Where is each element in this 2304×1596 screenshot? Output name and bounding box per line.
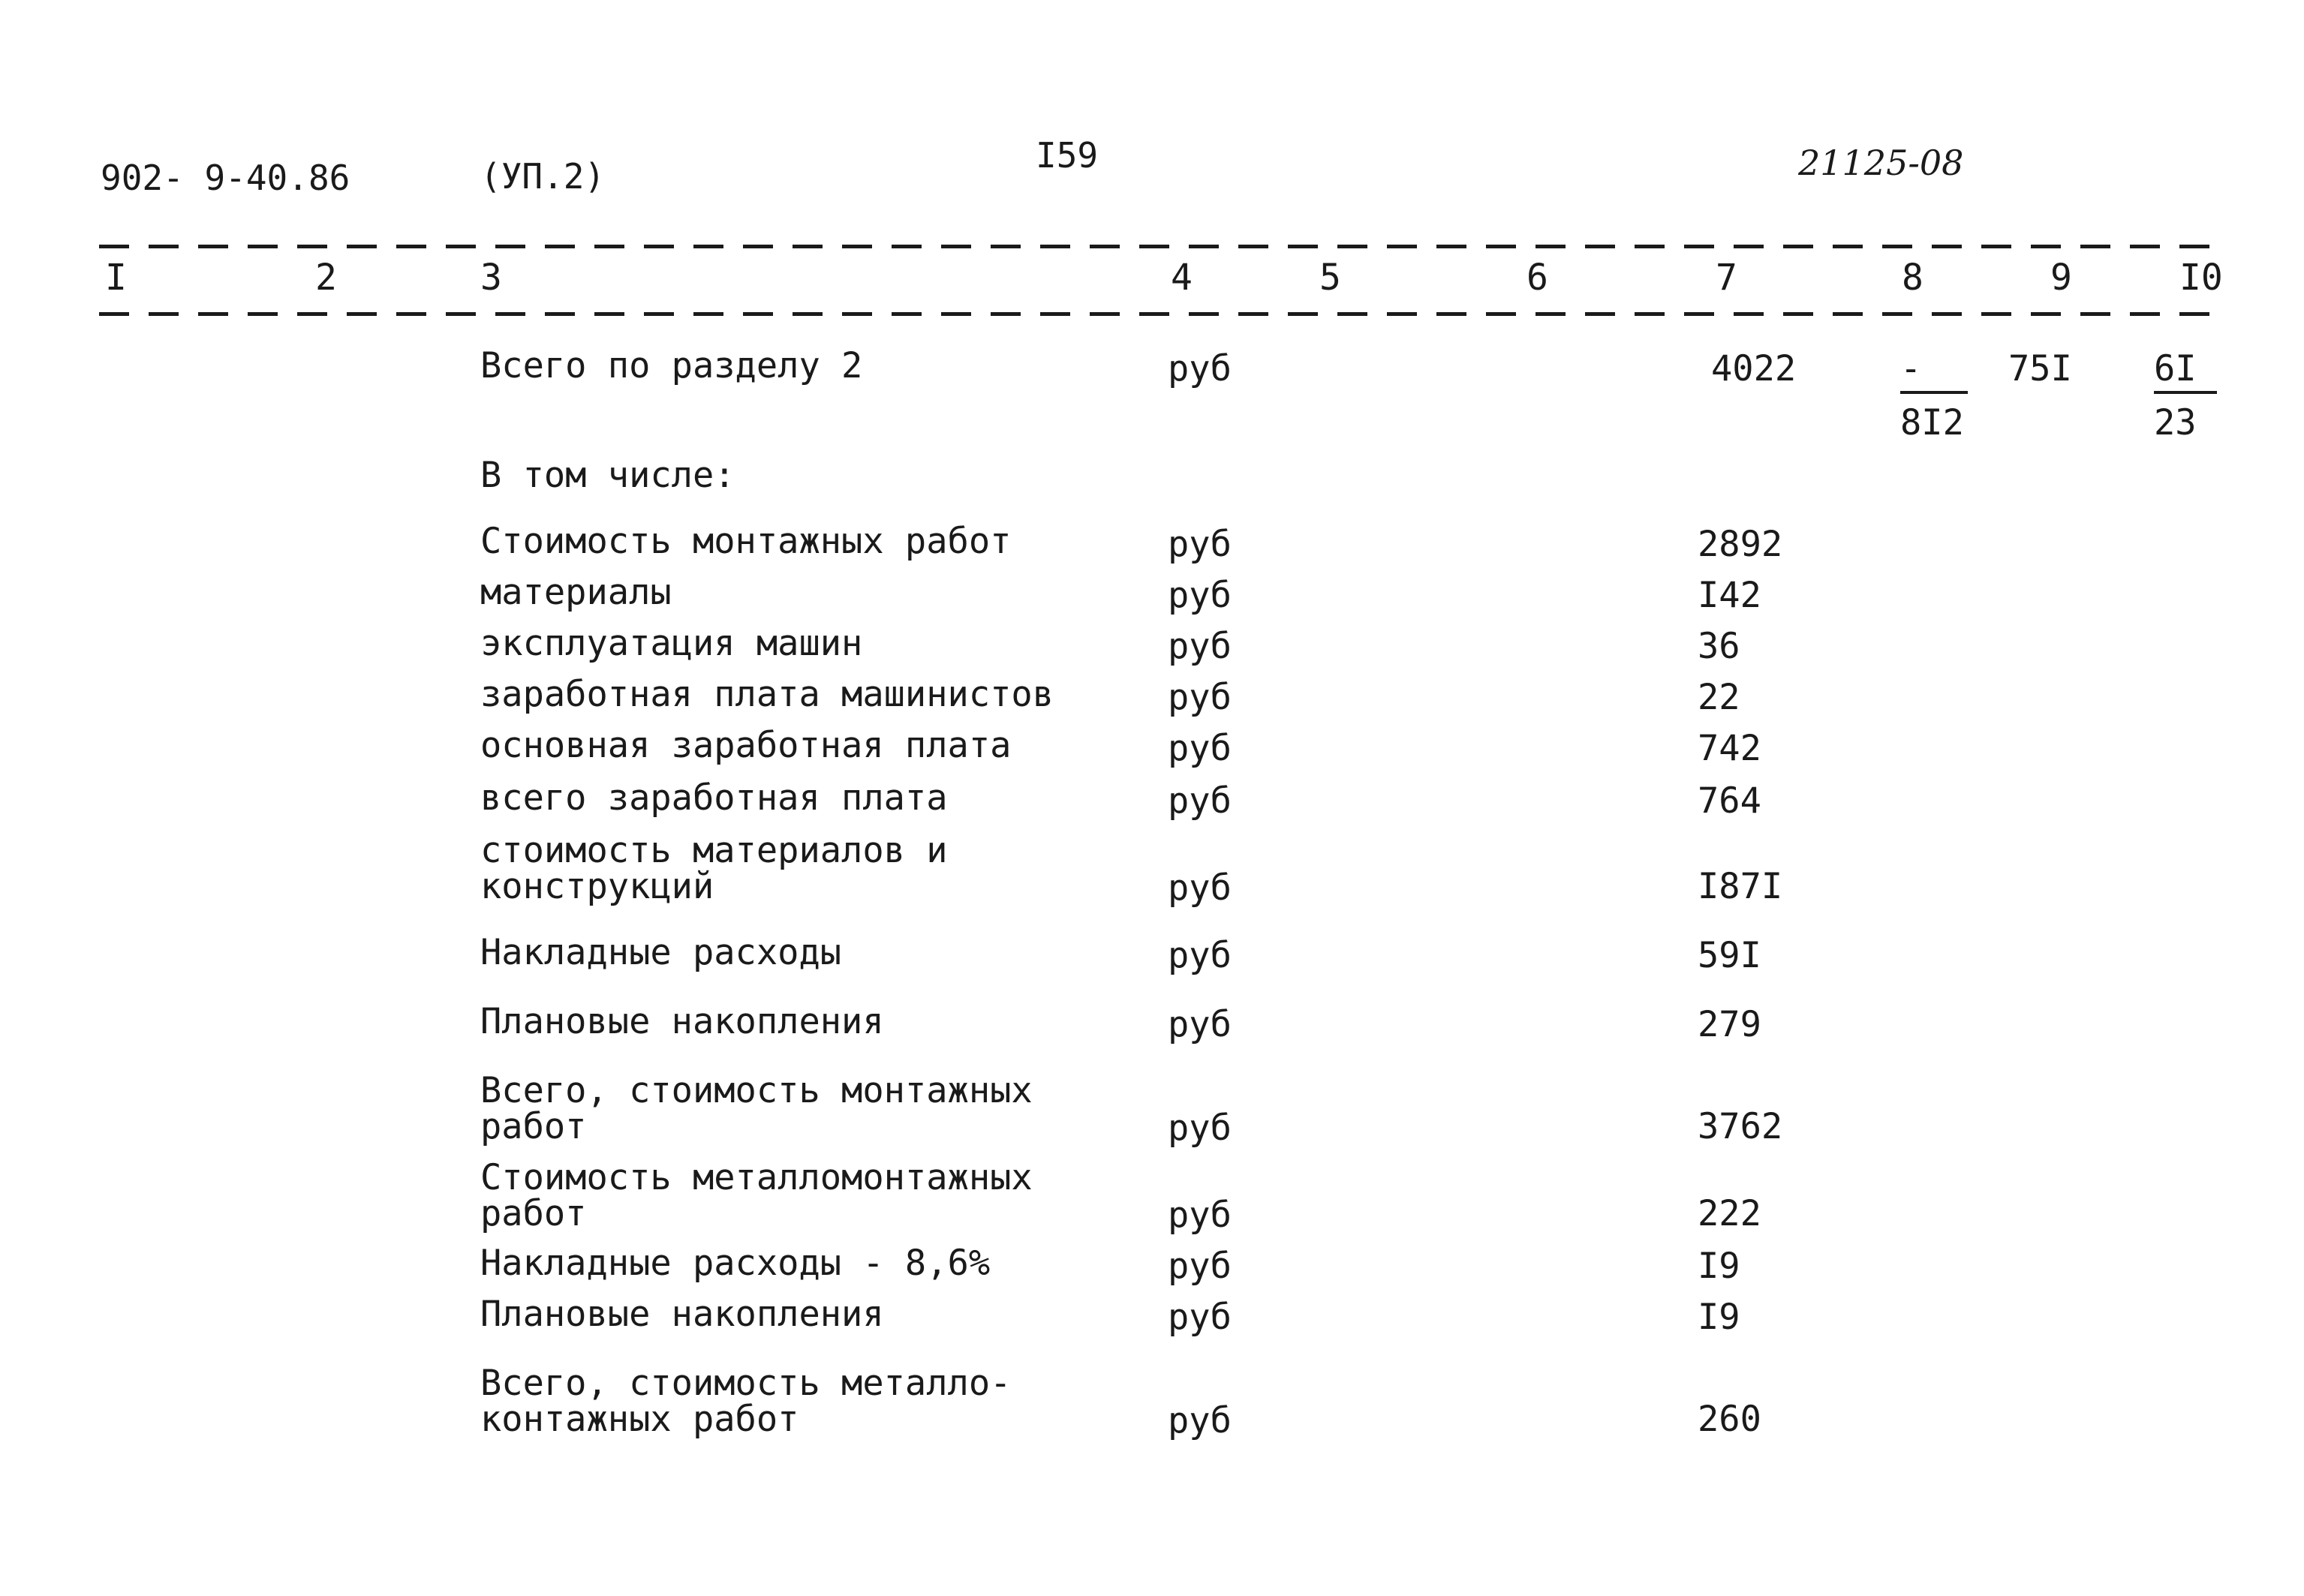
row-label: материалы	[480, 572, 672, 613]
column-number-7: 7	[1716, 257, 1737, 299]
column-number-9: 9	[2050, 257, 2072, 299]
page-number: I59	[1036, 135, 1099, 176]
row-label: всего заработная плата	[480, 777, 948, 819]
row-value: I42	[1698, 575, 1761, 616]
row-value: 22	[1698, 677, 1740, 718]
header-rule-bottom	[99, 312, 2224, 316]
section-total-unit: руб	[1168, 348, 1232, 389]
row-unit: руб	[1168, 728, 1232, 769]
row-label: заработная плата машинистов	[480, 674, 1054, 715]
row-label: Плановые накопления	[480, 1001, 884, 1042]
row-unit: руб	[1168, 626, 1232, 667]
row-value: 222	[1698, 1193, 1761, 1234]
row-value: 742	[1698, 728, 1761, 769]
row-label: эксплуатация машин	[480, 623, 863, 664]
row-unit: руб	[1168, 1108, 1232, 1149]
row-label: Всего, стоимость металло- контажных работ	[480, 1363, 1012, 1440]
archive-stamp: 21125-08	[1798, 143, 1964, 183]
row-unit: руб	[1168, 867, 1232, 909]
row-value: 3762	[1698, 1106, 1783, 1147]
column-number-3: 3	[480, 257, 502, 299]
section-total-col7: 4022	[1711, 348, 1797, 389]
row-unit: руб	[1168, 575, 1232, 616]
row-unit: руб	[1168, 1297, 1232, 1338]
row-label: основная заработная плата	[480, 725, 1012, 766]
column-number-8: 8	[1902, 257, 1924, 299]
row-value: 260	[1698, 1399, 1761, 1440]
section-total-col10-denominator: 23	[2154, 402, 2197, 443]
column-number-6: 6	[1526, 257, 1548, 299]
section-label: (УП.2)	[480, 156, 606, 197]
row-unit: руб	[1168, 524, 1232, 565]
including-label: В том числе:	[480, 455, 735, 496]
row-unit: руб	[1168, 780, 1232, 822]
row-unit: руб	[1168, 1400, 1232, 1441]
column-number-4: 4	[1171, 257, 1193, 299]
row-label: Плановые накопления	[480, 1294, 884, 1335]
section-total-col9: 75I	[2008, 348, 2072, 389]
row-value: I87I	[1698, 866, 1783, 907]
row-label: Накладные расходы	[480, 932, 842, 973]
row-label: Всего, стоимость монтажных работ	[480, 1070, 1033, 1147]
row-label: Накладные расходы - 8,6%	[480, 1243, 991, 1284]
document-code: 902- 9-40.86	[101, 158, 350, 198]
section-total-col10-numerator: 6I	[2154, 348, 2217, 394]
column-number-5: 5	[1319, 257, 1341, 299]
section-total-col8-numerator: -	[1900, 348, 1968, 394]
column-number-10: I0	[2179, 257, 2223, 299]
section-total-label: Всего по разделу 2	[480, 345, 863, 386]
column-number-1: I	[105, 257, 127, 299]
row-value: 279	[1698, 1004, 1761, 1045]
row-label: стоимость материалов и конструкций	[480, 830, 948, 907]
row-label: Стоимость монтажных работ	[480, 521, 1012, 562]
row-unit: руб	[1168, 1246, 1232, 1287]
row-unit: руб	[1168, 1195, 1232, 1236]
row-value: I9	[1698, 1246, 1740, 1287]
row-value: I9	[1698, 1297, 1740, 1338]
row-unit: руб	[1168, 677, 1232, 718]
row-value: 2892	[1698, 524, 1783, 565]
row-value: 59I	[1698, 935, 1761, 976]
row-label: Стоимость металломонтажных работ	[480, 1157, 1033, 1234]
section-total-col8-denominator: 8I2	[1900, 402, 1964, 443]
header-rule-top	[99, 245, 2224, 248]
row-unit: руб	[1168, 935, 1232, 976]
row-value: 764	[1698, 780, 1761, 822]
row-value: 36	[1698, 626, 1740, 667]
row-unit: руб	[1168, 1004, 1232, 1045]
column-number-2: 2	[315, 257, 337, 299]
